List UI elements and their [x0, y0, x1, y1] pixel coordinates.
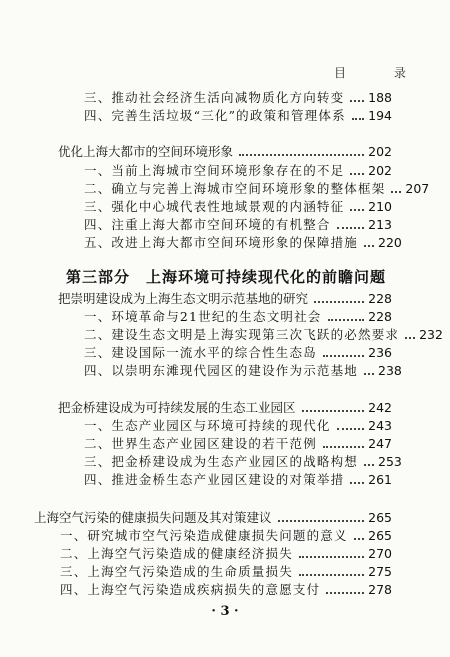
dot-leader: [299, 574, 364, 576]
dot-leader: [364, 245, 374, 247]
dot-leader: [326, 592, 364, 594]
toc-entry[interactable]: [0, 434, 450, 452]
toc-entry-page: 270: [368, 546, 392, 561]
dot-leader: [352, 118, 364, 120]
toc-entry-label: 三、把金桥建设成为生态产业园区的战略构想: [84, 454, 359, 469]
toc-entry-page: 202: [368, 163, 392, 178]
toc-entry[interactable]: [0, 325, 450, 343]
dot-leader: [350, 100, 364, 102]
toc-entry[interactable]: [0, 580, 450, 598]
toc-entry-page: 265: [368, 528, 392, 543]
toc-entry[interactable]: [0, 343, 450, 361]
toc-entry-label: 四、以崇明东滩现代园区的建设作为示范基地: [84, 363, 359, 378]
toc-entry-label: 二、世界生态产业园区建设的若干范例: [84, 436, 317, 451]
dot-leader: [350, 209, 364, 211]
dot-leader: [323, 355, 364, 357]
dot-leader: [302, 410, 365, 412]
toc-entry-label: 三、建设国际一流水平的综合性生态岛: [84, 345, 317, 360]
dot-leader: [239, 154, 364, 156]
toc-entry[interactable]: [0, 416, 450, 434]
toc-entry-label: 一、生态产业园区与环境可持续的现代化: [84, 418, 331, 433]
dot-leader: [364, 373, 374, 375]
dot-leader: [364, 464, 374, 466]
dot-leader: [354, 538, 364, 540]
toc-section-entry[interactable]: [0, 398, 450, 416]
toc-entry[interactable]: [0, 562, 450, 580]
toc-entry[interactable]: [0, 544, 450, 562]
dot-leader: [278, 520, 365, 522]
toc-entry-page: 228: [368, 309, 392, 324]
toc-entry[interactable]: [0, 361, 450, 379]
toc-entry-page: 253: [378, 454, 402, 469]
toc-entry-page: 265: [368, 510, 392, 525]
toc-entry-page: 220: [378, 235, 402, 250]
toc-entry-label: 三、上海空气污染造成的生命质量损失: [60, 564, 293, 579]
toc-entry-page: 232: [419, 327, 443, 342]
toc-entry-label: 四、上海空气污染造成疾病损失的意愿支付: [60, 582, 321, 597]
toc-entry-page: 243: [368, 418, 392, 433]
toc-entry-page: 247: [368, 436, 392, 451]
toc-entry[interactable]: [0, 106, 450, 124]
toc-entry[interactable]: [0, 307, 450, 325]
toc-entry-page: 236: [368, 345, 392, 360]
toc-entry-label: 把崇明建设成为上海生态文明示范基地的研究: [58, 291, 309, 306]
toc-entry[interactable]: [0, 197, 450, 215]
toc-section-entry[interactable]: [0, 508, 450, 526]
toc-entry-label: 二、确立与完善上海城市空间环境形象的整体框架: [84, 181, 386, 196]
toc-entry[interactable]: [0, 452, 450, 470]
toc-entry-label: 一、研究城市空气污染造成健康损失问题的意义: [60, 528, 348, 543]
toc-entry-label: 三、推动社会经济生活向减物质化方向转变: [84, 90, 345, 105]
toc-entry[interactable]: [0, 88, 450, 106]
page-number: · 3 ·: [211, 604, 239, 619]
toc-entry[interactable]: [0, 179, 450, 197]
toc-entry-page: 278: [368, 582, 392, 597]
toc-entry-label: 把金桥建设成为可持续发展的生态工业园区: [58, 400, 296, 415]
dot-leader: [314, 301, 364, 303]
dot-leader: [323, 446, 364, 448]
toc-entry-label: 一、当前上海城市空间环境形象存在的不足: [84, 163, 345, 178]
toc-entry-label: 一、环境革命与21世纪的生态文明社会: [84, 309, 322, 324]
dot-leader: [328, 319, 365, 321]
toc-entry-page: 210: [368, 199, 392, 214]
toc-entry-label: 上海空气污染的健康损失问题及其对策建议: [34, 510, 272, 525]
toc-section-entry[interactable]: [0, 289, 450, 307]
dot-leader: [337, 227, 365, 229]
toc-entry[interactable]: [0, 526, 450, 544]
toc-entry-page: 261: [368, 472, 392, 487]
toc-section-entry[interactable]: [0, 142, 450, 160]
toc-entry[interactable]: [0, 161, 450, 179]
toc-entry-label: 三、强化中心城代表性地域景观的内涵特征: [84, 199, 345, 214]
toc-entry-page: 238: [378, 363, 402, 378]
dot-leader: [405, 337, 415, 339]
dot-leader: [350, 173, 364, 175]
toc-entry-page: 202: [368, 144, 392, 159]
dot-leader: [337, 428, 365, 430]
toc-entry[interactable]: [0, 215, 450, 233]
toc-entry[interactable]: [0, 470, 450, 488]
dot-leader: [350, 482, 364, 484]
toc-entry-label: 四、注重上海大都市空间环境的有机整合: [84, 217, 331, 232]
toc-entry-label: 五、改进上海大都市空间环境形象的保障措施: [84, 235, 359, 250]
toc-entry[interactable]: [0, 233, 450, 251]
part-title: 第三部分 上海环境可持续现代化的前瞻问题: [66, 268, 387, 286]
toc-entry-label: 四、完善生活垃圾“三化”的政策和管理体系: [84, 108, 346, 123]
toc-entry-page: 188: [368, 90, 392, 105]
toc-entry-page: 213: [368, 217, 392, 232]
toc-entry-page: 207: [405, 181, 430, 196]
toc-entry-label: 四、推进金桥生态产业园区建设的对策举措: [84, 472, 345, 487]
toc-entry-page: 194: [368, 108, 392, 123]
toc-entry-label: 优化上海大都市的空间环境形象: [58, 144, 234, 159]
toc-entry-label: 二、建设生态文明是上海实现第三次飞跃的必然要求: [84, 327, 400, 342]
toc-entry-page: 242: [368, 400, 392, 415]
toc-entry-page: 275: [368, 564, 392, 579]
dot-leader: [391, 191, 401, 193]
running-header: 目 录: [334, 66, 428, 80]
dot-leader: [299, 556, 364, 558]
toc-entry-label: 二、上海空气污染造成的健康经济损失: [60, 546, 293, 561]
toc-entry-page: 228: [368, 291, 392, 306]
